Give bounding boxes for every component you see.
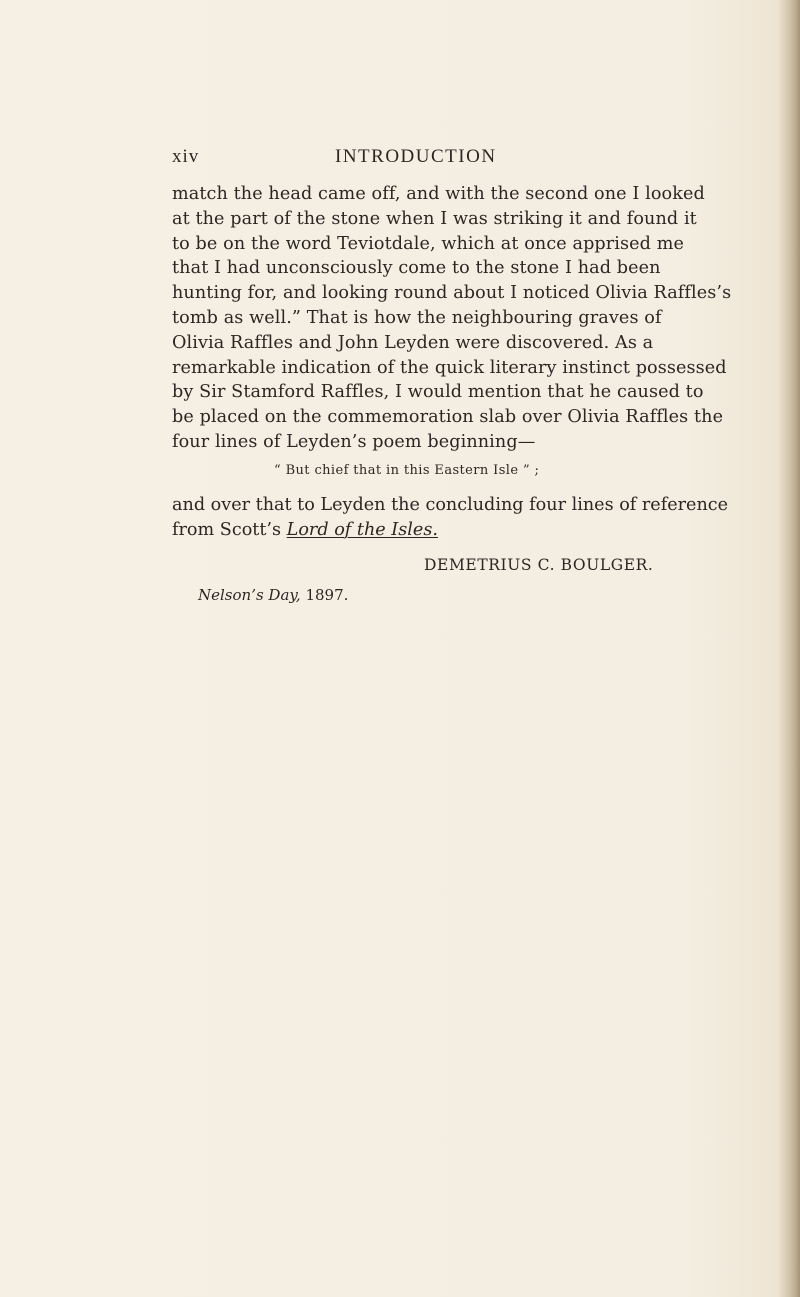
closing-line: and over that to Leyden the concluding four lines of reference — [172, 495, 729, 515]
closing-line — [172, 518, 630, 543]
closing-line-prefix: from Scott’s — [172, 519, 287, 540]
work-title: Lord of the Isles. — [286, 519, 438, 540]
page-number: xiv — [172, 146, 200, 167]
body-line: match the head came off, and with the second one I looked — [172, 184, 705, 204]
body-line: that I had unconsciously come to the stone I had been — [172, 258, 661, 279]
quoted-verse: “ But chief that in this Eastern Isle ” ; — [274, 463, 540, 478]
body-line: four lines of Leyden’s poem beginning— — [172, 431, 536, 452]
page-binding-shadow — [778, 0, 800, 1297]
closing-paragraph — [172, 493, 729, 543]
body-line: Olivia Raffles and John Leyden were discovered. As a — [172, 332, 654, 353]
running-head: INTRODUCTION — [335, 146, 497, 167]
body-paragraph — [172, 182, 732, 455]
source-citation — [198, 586, 348, 604]
body-line: by Sir Stamford Raffles, I would mention that he caused to — [172, 382, 704, 403]
body-line: be placed on the commemoration slab over Olivia Raffles the — [172, 407, 724, 428]
publication-name: Nelson’s Day, — [198, 586, 301, 604]
publication-year: 1897. — [305, 586, 349, 604]
body-line: hunting for, and looking round about I noticed Olivia Raffles’s — [172, 283, 732, 304]
author-signature: DEMETRIUS C. BOULGER. — [424, 556, 654, 574]
page-header — [172, 146, 630, 172]
body-line: remarkable indication of the quick literary instinct possessed — [172, 357, 727, 378]
body-line: at the part of the stone when I was striking it and found it — [172, 208, 697, 229]
body-line: to be on the word Teviotdale, which at once apprised me — [172, 233, 685, 254]
body-line: tomb as well.” That is how the neighbouring graves of — [172, 307, 662, 328]
